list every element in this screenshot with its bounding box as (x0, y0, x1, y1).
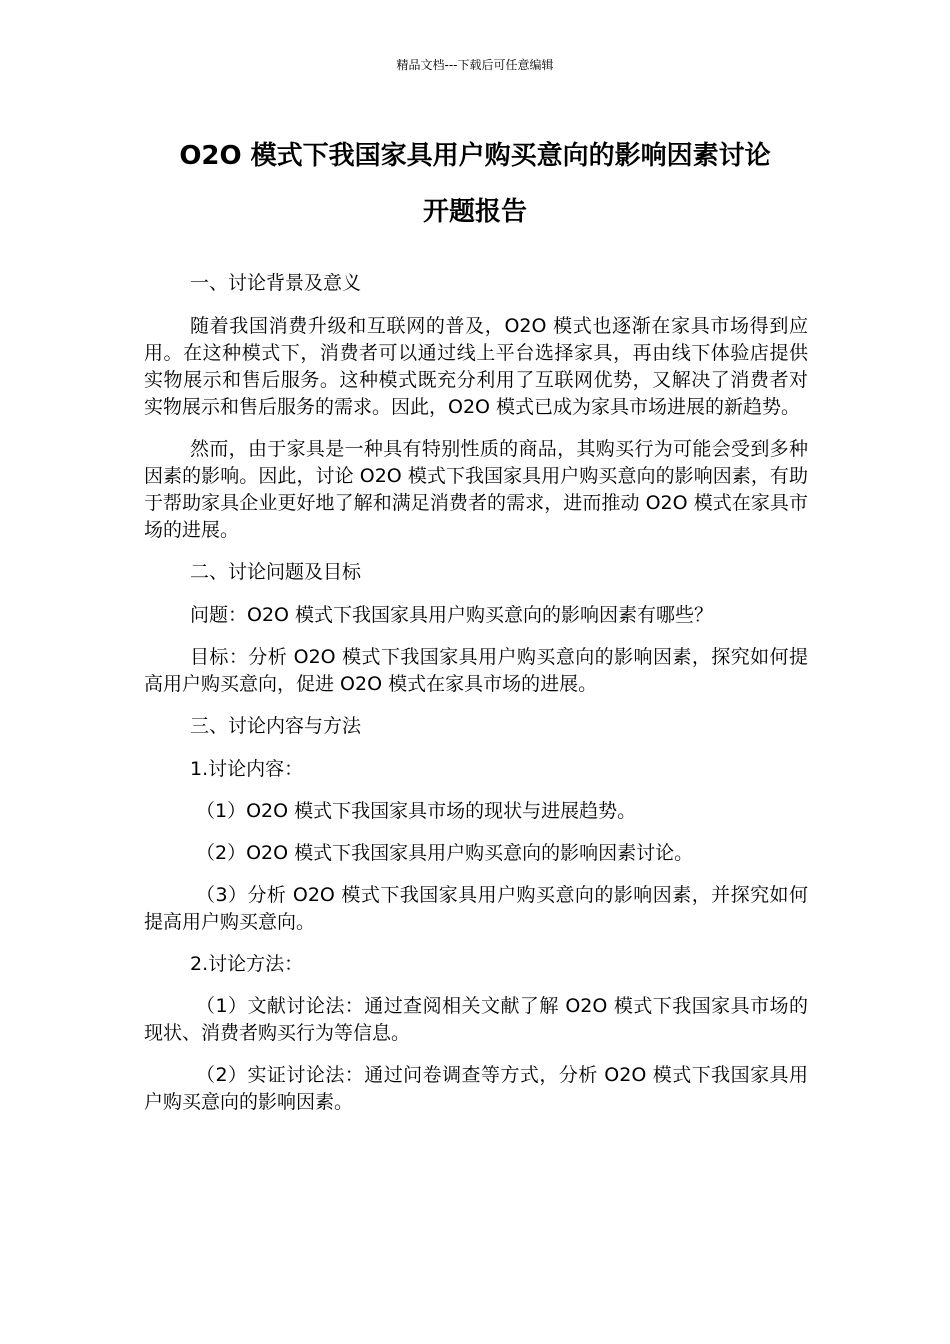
subheading-method: 2.讨论方法： (190, 953, 304, 975)
method-item-2: （2）实证讨论法：通过问卷调查等方式，分析 O2O 模式下我国家具用户购买意向的影响因素。 (144, 1064, 808, 1113)
page-header-text: 精品文档---下载后可任意编辑 (396, 58, 554, 72)
section-heading-content-method: 三、讨论内容与方法 (190, 715, 362, 737)
method-item-1: （1）文献讨论法：通过查阅相关文献了解 O2O 模式下我国家具市场的现状、消费者购买行为等信息。 (144, 995, 808, 1044)
section-heading-background: 一、讨论背景及意义 (190, 272, 362, 294)
document-title-line-2: 开题报告 (422, 197, 527, 227)
content-item-2: （2）O2O 模式下我国家具用户购买意向的影响因素讨论。 (196, 842, 694, 864)
paragraph-background-1: 随着我国消费升级和互联网的普及，O2O 模式也逐渐在家具市场得到应用。在这种模式下，消费者可以通过线上平台选择家具，再由线下体验店提供实物展示和售后服务。这种模式既充分利用了互联网优势，又解决了消费者对实物展示和售后服务的需求。因此，O2O 模式已成为家具市场进展的新趋势。 (144, 315, 808, 418)
paragraph-background-2: 然而，由于家具是一种具有特别性质的商品，其购买行为可能会受到多种因素的影响。因此，讨论 O2O 模式下我国家具用户购买意向的影响因素，有助于帮助家具企业更好地了解和满足消费者的需求，进而推动 O2O 模式在家具市场的进展。 (144, 438, 808, 541)
paragraph-goal: 目标：分析 O2O 模式下我国家具用户购买意向的影响因素，探究如何提高用户购买意向，促进 O2O 模式在家具市场的进展。 (144, 646, 808, 695)
subheading-content: 1.讨论内容： (190, 758, 304, 780)
document-title-line-1: O2O 模式下我国家具用户购买意向的影响因素讨论 (179, 141, 771, 171)
paragraph-question: 问题：O2O 模式下我国家具用户购买意向的影响因素有哪些？ (190, 604, 714, 626)
content-item-3: （3）分析 O2O 模式下我国家具用户购买意向的影响因素，并探究如何提高用户购买意向。 (144, 884, 808, 933)
section-heading-question-goal: 二、讨论问题及目标 (190, 561, 362, 583)
content-item-1: （1）O2O 模式下我国家具市场的现状与进展趋势。 (196, 800, 637, 822)
document-body (144, 270, 808, 1131)
